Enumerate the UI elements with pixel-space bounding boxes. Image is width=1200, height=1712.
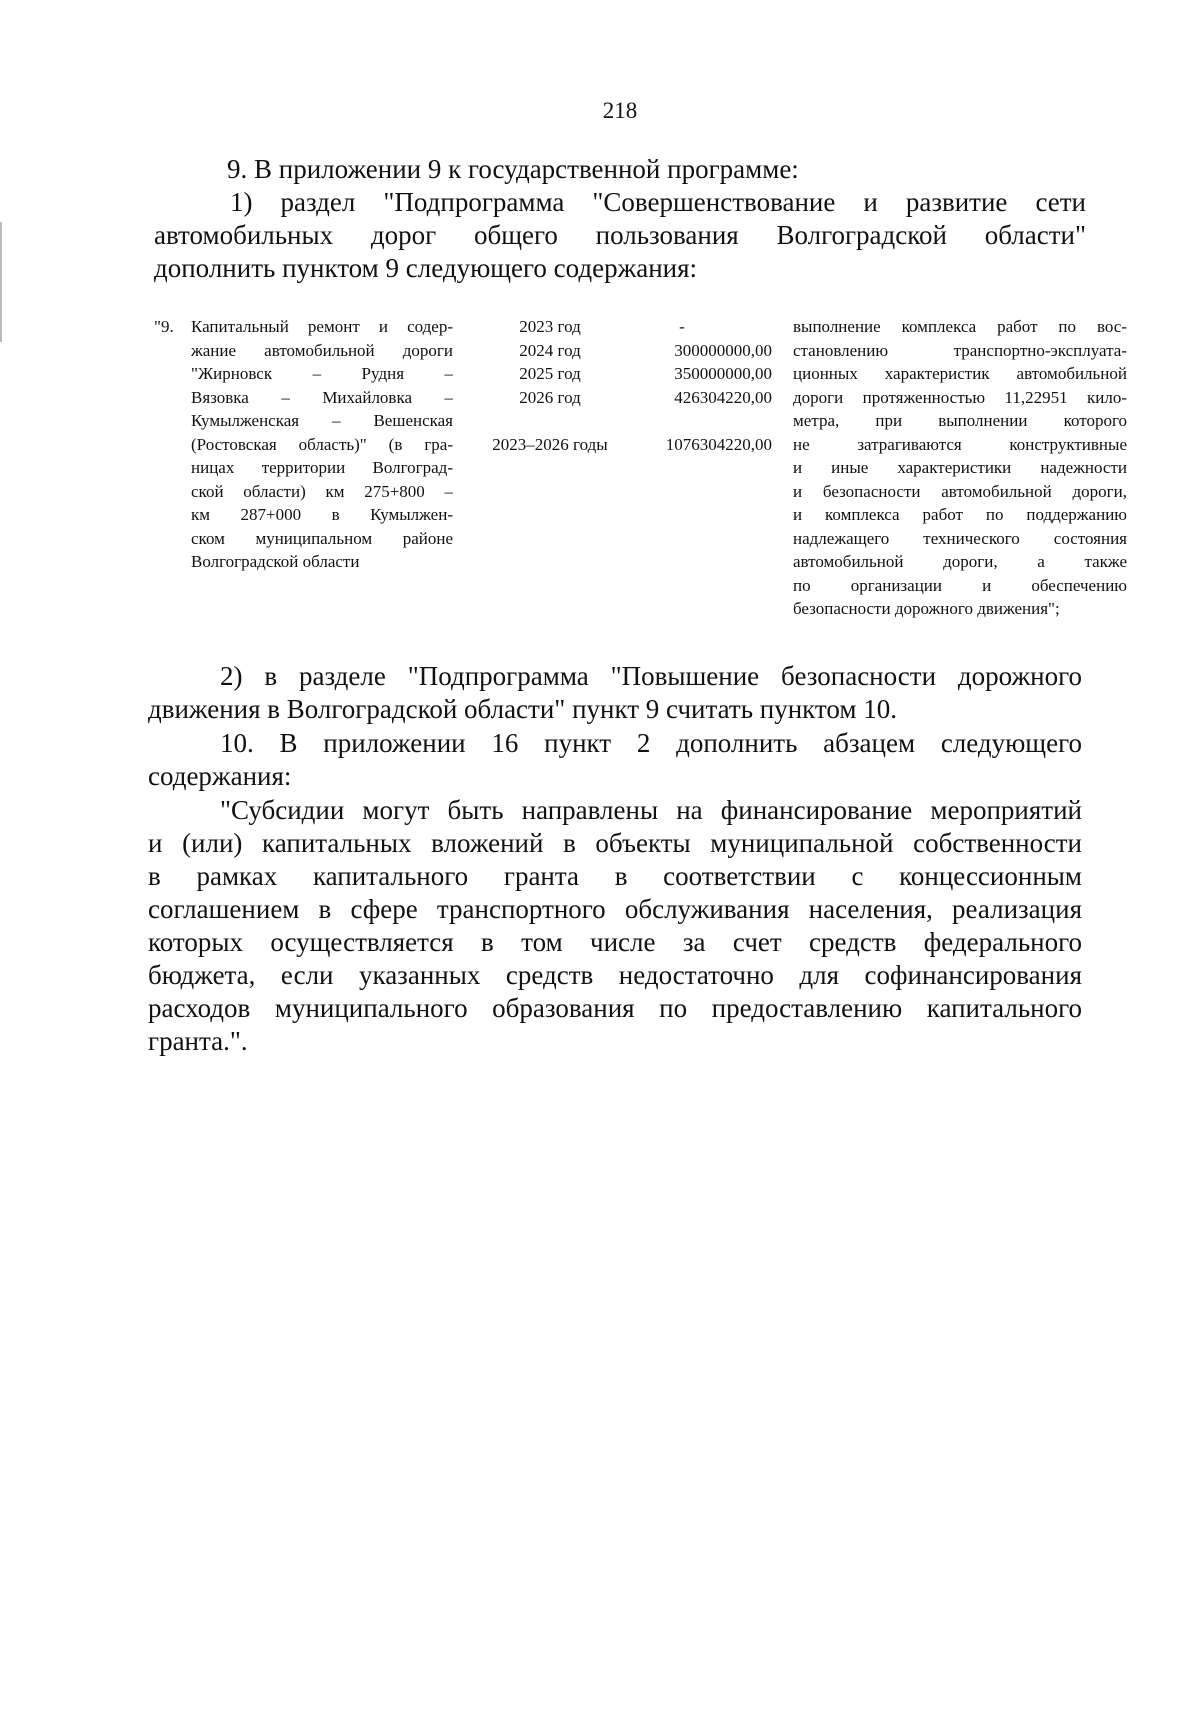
year-label: 2023 год [519, 317, 581, 336]
expected-result-cell: выполнение комплекса работ по вос- становлению транспортно-эксплуата- ционных характеристик автомобильной дороги протяженностью 11,22951 кило- метра, при выполнении которого не затрагиваются конструктивные и иные характеристики надежности и безопасности автомобильной дороги, и комплекса работ по поддержанию надлежащего технического состояния автомобильной дороги, а также по организации и обеспечению безопасности дорожного движения"; [793, 317, 1127, 618]
year-label: 2025 год [519, 364, 581, 383]
scan-edge-mark [0, 222, 2, 342]
year-label: 2024 год [519, 340, 581, 360]
event-name-cell: Капитальный ремонт и содер- жание автомобильной дороги "Жирновск – Рудня – Вязовка – Михайловка – Кумылженская – Вешенская (Ростовская область)" (в гра- ницах территории Волгоград- ской области) км 275+800 – км 287+000 в Кумылжен- ском муниципальном районе Волгоградской области [191, 317, 453, 571]
year-label: 2026 год [519, 387, 581, 407]
item-2-line-2: движения в Волгоградской области" пункт 9 считать пунктом 10. [148, 694, 897, 724]
quote-line-1: "Субсидии могут быть направлены на финансирование мероприятий [220, 795, 1082, 825]
section-10-line-2: содержания: [148, 761, 292, 791]
years-cell [460, 315, 640, 456]
quote-line-3: в рамках капитального гранта в соответствии с концессионным [148, 861, 1082, 891]
funding-amount: - [679, 317, 685, 336]
item-2-line-1: 2) в разделе "Подпрограмма "Повышение безопасности дорожного [220, 661, 1082, 691]
funding-amount: 300000000,00 [674, 340, 772, 360]
page-number: 218 [602, 98, 638, 123]
funding-amount: 1076304220,00 [665, 434, 772, 454]
item-1-line-3: дополнить пунктом 9 следующего содержания: [154, 253, 698, 283]
table-row-number: "9. [154, 317, 174, 336]
item-1-line-2: автомобильных дорог общего пользования Волгоградской области" [154, 220, 1086, 250]
funding-amount: 350000000,00 [674, 364, 772, 383]
funding-cell [632, 315, 772, 456]
year-label: 2023–2026 годы [492, 434, 608, 454]
quote-line-4: соглашением в сфере транспортного обслуживания населения, реализация [148, 894, 1082, 924]
quote-line-5: которых осуществляется в том числе за счет средств федерального [148, 927, 1082, 957]
section-10-line-1: 10. В приложении 16 пункт 2 дополнить абзацем следующего [220, 728, 1082, 758]
funding-amount: 426304220,00 [674, 387, 772, 407]
quote-line-6: бюджета, если указанных средств недостаточно для софинансирования [148, 960, 1082, 990]
quote-line-7: расходов муниципального образования по предоставлению капитального [148, 993, 1082, 1023]
quote-line-2: и (или) капитальных вложений в объекты муниципальной собственности [148, 828, 1082, 858]
quote-line-8: гранта.". [148, 1026, 248, 1056]
item-1-line-1: 1) раздел "Подпрограмма "Совершенствование и развитие сети [230, 187, 1086, 217]
section-9-heading: 9. В приложении 9 к государственной программе: [227, 154, 799, 184]
